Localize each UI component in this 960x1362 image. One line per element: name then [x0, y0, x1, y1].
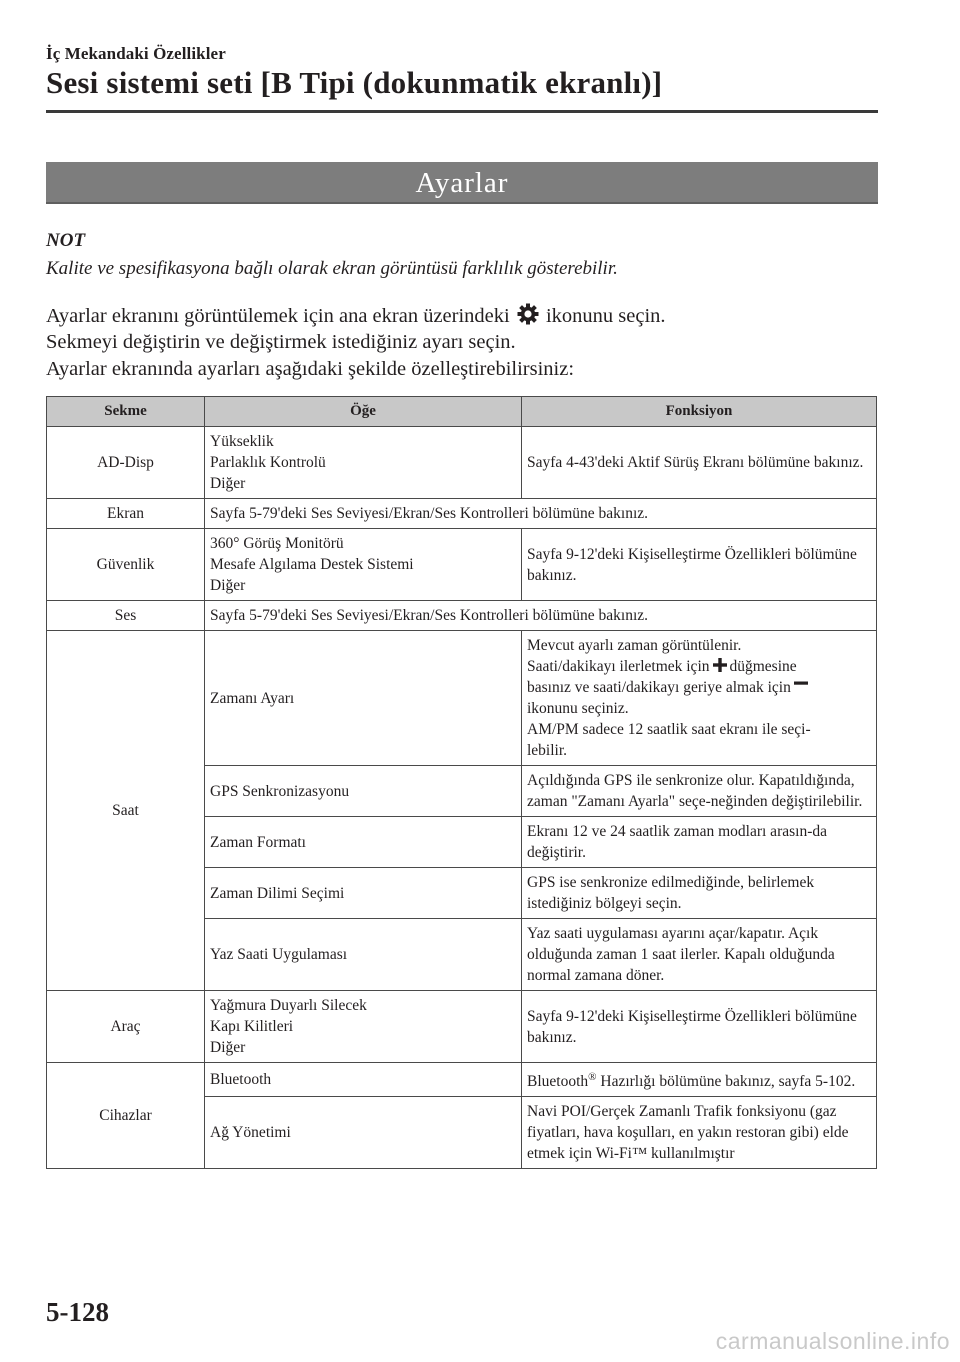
table-row	[47, 1063, 877, 1097]
header-fonksiyon: Fonksiyon	[522, 397, 877, 427]
item-line: Kapı Kilitleri	[210, 1018, 294, 1035]
item-cell: Zamanı Ayarı	[205, 631, 522, 766]
function-cell: Açıldığında GPS ile senkronize olur. Kapatıldığında, zaman "Zamanı Ayarla" seçe-neğinden değiştirilebilir.	[522, 766, 877, 817]
intro-line-1	[46, 303, 666, 328]
table-row	[47, 991, 877, 1063]
table-row	[47, 499, 877, 529]
table-row	[47, 601, 877, 631]
item-cell: GPS Senkronizasyonu	[205, 766, 522, 817]
function-cell: Sayfa 9-12'deki Kişiselleştirme Özellikleri bölümüne bakınız.	[522, 991, 877, 1063]
function-cell: GPS ise senkronize edilmediğinde, belirlemek istediğiniz bölgeyi seçin.	[522, 868, 877, 919]
function-text: düğmesine	[729, 658, 797, 675]
table-row	[47, 631, 877, 766]
page-number: 5-128	[46, 1297, 109, 1327]
item-line: Diğer	[210, 475, 246, 492]
tab-cell: Araç	[47, 991, 205, 1063]
function-cell: Ekranı 12 ve 24 saatlik zaman modları arasın-da değiştirir.	[522, 817, 877, 868]
section-banner	[46, 162, 878, 204]
function-line: Mevcut ayarlı zaman görüntülenir.	[527, 637, 742, 654]
function-cell	[522, 631, 877, 766]
intro-line-2: Sekmeyi değiştirin ve değiştirmek istediğiniz ayarı seçin.	[46, 331, 516, 353]
table-row	[47, 529, 877, 601]
item-cell: Zaman Formatı	[205, 817, 522, 868]
item-line: Yükseklik	[210, 433, 274, 450]
tab-cell: AD-Disp	[47, 427, 205, 499]
plus-icon	[712, 657, 728, 673]
function-cell: Sayfa 5-79'deki Ses Seviyesi/Ekran/Ses Kontrolleri bölümüne bakınız.	[205, 499, 877, 529]
item-cell	[205, 529, 522, 601]
function-line: ikonunu seçiniz.	[527, 700, 629, 717]
item-line: Diğer	[210, 1039, 246, 1056]
function-cell: Sayfa 9-12'deki Kişiselleştirme Özellikleri bölümüne bakınız.	[522, 529, 877, 601]
registered-mark: ®	[588, 1071, 597, 1083]
function-cell: Yaz saati uygulaması ayarını açar/kapatır. Açık olduğunda zaman 1 saat ilerler. Kapalı olduğunda normal zamana döner.	[522, 919, 877, 991]
note-text: Kalite ve spesifikasyona bağlı olarak ekran görüntüsü farklılık gösterebilir.	[46, 258, 618, 279]
title-divider	[46, 110, 878, 113]
function-text: Hazırlığı bölümüne bakınız, sayfa 5-102.	[596, 1073, 856, 1090]
item-cell: Yaz Saati Uygulaması	[205, 919, 522, 991]
item-cell: Zaman Dilimi Seçimi	[205, 868, 522, 919]
function-cell: Navi POI/Gerçek Zamanlı Trafik fonksiyonu (gaz fiyatları, hava koşulları, en yakın restoran gibi) elde etmek için Wi-Fi™ kullanılmıştır	[522, 1097, 877, 1169]
item-line: Mesafe Algılama Destek Sistemi	[210, 556, 414, 573]
note-heading: NOT	[46, 230, 86, 251]
banner-title: Ayarlar	[415, 166, 509, 199]
item-cell	[205, 991, 522, 1063]
function-cell: Sayfa 5-79'deki Ses Seviyesi/Ekran/Ses Kontrolleri bölümüne bakınız.	[205, 601, 877, 631]
intro-line-3: Ayarlar ekranında ayarları aşağıdaki şekilde özelleştirebilirsiniz:	[46, 358, 575, 380]
gear-icon	[517, 303, 539, 325]
minus-icon	[793, 678, 809, 694]
function-line	[527, 656, 871, 677]
page-title: Sesi sistemi seti [B Tipi (dokunmatik ekranlı)]	[46, 65, 663, 100]
function-cell	[522, 1063, 877, 1097]
tab-cell: Saat	[47, 631, 205, 991]
function-line: lebilir.	[527, 742, 568, 759]
header-oge: Öğe	[205, 397, 522, 427]
tab-cell: Güvenlik	[47, 529, 205, 601]
header-sekme: Sekme	[47, 397, 205, 427]
item-line: Diğer	[210, 577, 246, 594]
settings-table	[46, 396, 877, 1169]
item-line: Yağmura Duyarlı Silecek	[210, 997, 367, 1014]
function-line: AM/PM sadece 12 saatlik saat ekranı ile seçi-	[527, 721, 811, 738]
function-cell: Sayfa 4-43'deki Aktif Sürüş Ekranı bölümüne bakınız.	[522, 427, 877, 499]
item-cell	[205, 427, 522, 499]
table-header-row	[47, 397, 877, 427]
function-line	[527, 677, 871, 698]
watermark: carmanualsonline.info	[715, 1328, 950, 1354]
intro-line-1-before: Ayarlar ekranını görüntülemek için ana ekran üzerindeki	[46, 305, 510, 327]
item-cell: Ağ Yönetimi	[205, 1097, 522, 1169]
tab-cell: Cihazlar	[47, 1063, 205, 1169]
function-text: basınız ve saati/dakikayı geriye almak için	[527, 679, 791, 696]
intro-line-1-after: ikonunu seçin.	[545, 305, 666, 327]
item-line: 360° Görüş Monitörü	[210, 535, 344, 552]
section-label: İç Mekandaki Özellikler	[46, 44, 226, 63]
function-text: Bluetooth	[527, 1073, 589, 1090]
item-line: Parlaklık Kontrolü	[210, 454, 326, 471]
tab-cell: Ses	[47, 601, 205, 631]
item-cell: Bluetooth	[205, 1063, 522, 1097]
table-row	[47, 427, 877, 499]
function-text: Saati/dakikayı ilerletmek için	[527, 658, 710, 675]
tab-cell: Ekran	[47, 499, 205, 529]
